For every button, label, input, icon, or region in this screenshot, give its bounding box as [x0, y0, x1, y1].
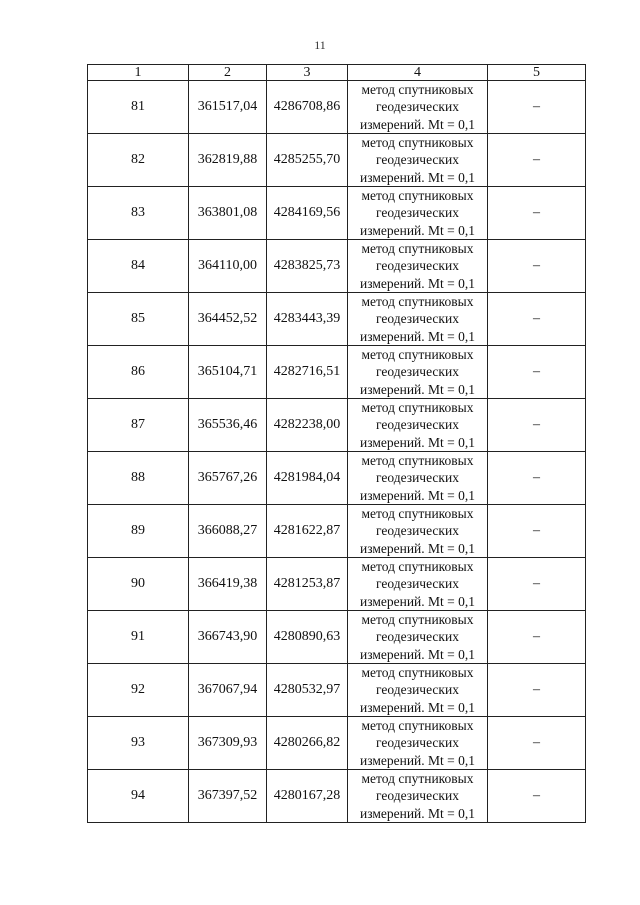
method-line: геодезических [376, 417, 459, 433]
method-line: метод спутниковых [361, 347, 474, 363]
point-number-cell: 81 [88, 81, 189, 134]
table-row [88, 346, 586, 399]
point-number-cell: 85 [88, 293, 189, 346]
method-line: геодезических [376, 682, 459, 698]
table-row [88, 664, 586, 717]
point-number-cell: 88 [88, 452, 189, 505]
method-line: метод спутниковых [361, 82, 474, 98]
method-cell [348, 452, 488, 505]
method-line: измерений. Mt = 0,1 [359, 646, 476, 662]
method-line: метод спутниковых [361, 135, 474, 151]
method-line: измерений. Mt = 0,1 [359, 116, 476, 132]
method-line: геодезических [376, 311, 459, 327]
column-header: 4 [348, 65, 488, 81]
method-cell [348, 664, 488, 717]
method-line: геодезических [376, 735, 459, 751]
column-header: 5 [488, 65, 586, 81]
y-coordinate-cell: 4285255,70 [267, 134, 348, 187]
table-row [88, 293, 586, 346]
point-number-cell: 87 [88, 399, 189, 452]
x-coordinate-cell: 367067,94 [189, 664, 267, 717]
x-coordinate-cell: 363801,08 [189, 187, 267, 240]
method-cell [348, 346, 488, 399]
note-cell: – [488, 770, 586, 823]
point-number-cell: 82 [88, 134, 189, 187]
point-number-cell: 89 [88, 505, 189, 558]
method-line: геодезических [376, 152, 459, 168]
table-row [88, 611, 586, 664]
method-line: измерений. Mt = 0,1 [359, 169, 476, 185]
method-cell [348, 611, 488, 664]
method-cell [348, 134, 488, 187]
x-coordinate-cell: 366743,90 [189, 611, 267, 664]
method-line: метод спутниковых [361, 559, 474, 575]
x-coordinate-cell: 361517,04 [189, 81, 267, 134]
method-line: метод спутниковых [361, 453, 474, 469]
table-body [88, 81, 586, 823]
method-line: измерений. Mt = 0,1 [359, 434, 476, 450]
table-row [88, 452, 586, 505]
note-cell: – [488, 717, 586, 770]
x-coordinate-cell: 367397,52 [189, 770, 267, 823]
method-line: измерений. Mt = 0,1 [359, 593, 476, 609]
method-cell [348, 240, 488, 293]
table-row [88, 187, 586, 240]
method-line: метод спутниковых [361, 241, 474, 257]
method-line: метод спутниковых [361, 612, 474, 628]
x-coordinate-cell: 365104,71 [189, 346, 267, 399]
note-cell: – [488, 187, 586, 240]
column-header: 3 [267, 65, 348, 81]
note-cell: – [488, 611, 586, 664]
y-coordinate-cell: 4281622,87 [267, 505, 348, 558]
method-line: измерений. Mt = 0,1 [359, 222, 476, 238]
table-row [88, 240, 586, 293]
point-number-cell: 83 [88, 187, 189, 240]
method-line: метод спутниковых [361, 665, 474, 681]
page-number: 11 [314, 38, 326, 52]
method-cell [348, 717, 488, 770]
method-line: измерений. Mt = 0,1 [359, 275, 476, 291]
x-coordinate-cell: 365767,26 [189, 452, 267, 505]
method-line: геодезических [376, 629, 459, 645]
method-line: измерений. Mt = 0,1 [359, 752, 476, 768]
method-cell [348, 81, 488, 134]
method-line: метод спутниковых [361, 506, 474, 522]
y-coordinate-cell: 4286708,86 [267, 81, 348, 134]
column-header: 1 [88, 65, 189, 81]
y-coordinate-cell: 4280890,63 [267, 611, 348, 664]
x-coordinate-cell: 365536,46 [189, 399, 267, 452]
x-coordinate-cell: 366419,38 [189, 558, 267, 611]
table-row [88, 505, 586, 558]
method-line: геодезических [376, 258, 459, 274]
method-line: геодезических [376, 364, 459, 380]
y-coordinate-cell: 4280167,28 [267, 770, 348, 823]
y-coordinate-cell: 4281253,87 [267, 558, 348, 611]
method-line: метод спутниковых [361, 294, 474, 310]
method-line: измерений. Mt = 0,1 [359, 381, 476, 397]
method-line: метод спутниковых [361, 188, 474, 204]
method-cell [348, 187, 488, 240]
method-line: измерений. Mt = 0,1 [359, 328, 476, 344]
table-row [88, 558, 586, 611]
note-cell: – [488, 346, 586, 399]
note-cell: – [488, 399, 586, 452]
method-cell [348, 505, 488, 558]
y-coordinate-cell: 4283825,73 [267, 240, 348, 293]
y-coordinate-cell: 4282716,51 [267, 346, 348, 399]
method-cell [348, 770, 488, 823]
point-number-cell: 90 [88, 558, 189, 611]
x-coordinate-cell: 364452,52 [189, 293, 267, 346]
note-cell: – [488, 81, 586, 134]
method-line: измерений. Mt = 0,1 [359, 805, 476, 821]
y-coordinate-cell: 4280266,82 [267, 717, 348, 770]
note-cell: – [488, 558, 586, 611]
y-coordinate-cell: 4283443,39 [267, 293, 348, 346]
note-cell: – [488, 452, 586, 505]
y-coordinate-cell: 4281984,04 [267, 452, 348, 505]
point-number-cell: 91 [88, 611, 189, 664]
note-cell: – [488, 240, 586, 293]
point-number-cell: 94 [88, 770, 189, 823]
y-coordinate-cell: 4282238,00 [267, 399, 348, 452]
table-row [88, 717, 586, 770]
method-line: метод спутниковых [361, 400, 474, 416]
point-number-cell: 92 [88, 664, 189, 717]
table-row [88, 81, 586, 134]
note-cell: – [488, 134, 586, 187]
x-coordinate-cell: 367309,93 [189, 717, 267, 770]
method-cell [348, 399, 488, 452]
table-row [88, 134, 586, 187]
method-line: измерений. Mt = 0,1 [359, 699, 476, 715]
method-line: метод спутниковых [361, 718, 474, 734]
method-line: геодезических [376, 205, 459, 221]
method-cell [348, 293, 488, 346]
method-line: геодезических [376, 788, 459, 804]
x-coordinate-cell: 364110,00 [189, 240, 267, 293]
method-line: геодезических [376, 576, 459, 592]
method-line: измерений. Mt = 0,1 [359, 487, 476, 503]
note-cell: – [488, 293, 586, 346]
table-header-row [88, 65, 586, 81]
note-cell: – [488, 505, 586, 558]
point-number-cell: 86 [88, 346, 189, 399]
method-cell [348, 558, 488, 611]
method-line: геодезических [376, 523, 459, 539]
point-number-cell: 93 [88, 717, 189, 770]
point-number-cell: 84 [88, 240, 189, 293]
coordinates-table [87, 64, 586, 823]
x-coordinate-cell: 366088,27 [189, 505, 267, 558]
method-line: метод спутниковых [361, 771, 474, 787]
column-header: 2 [189, 65, 267, 81]
method-line: геодезических [376, 99, 459, 115]
table-row [88, 399, 586, 452]
y-coordinate-cell: 4280532,97 [267, 664, 348, 717]
note-cell: – [488, 664, 586, 717]
table-row [88, 770, 586, 823]
method-line: измерений. Mt = 0,1 [359, 540, 476, 556]
method-line: геодезических [376, 470, 459, 486]
x-coordinate-cell: 362819,88 [189, 134, 267, 187]
y-coordinate-cell: 4284169,56 [267, 187, 348, 240]
